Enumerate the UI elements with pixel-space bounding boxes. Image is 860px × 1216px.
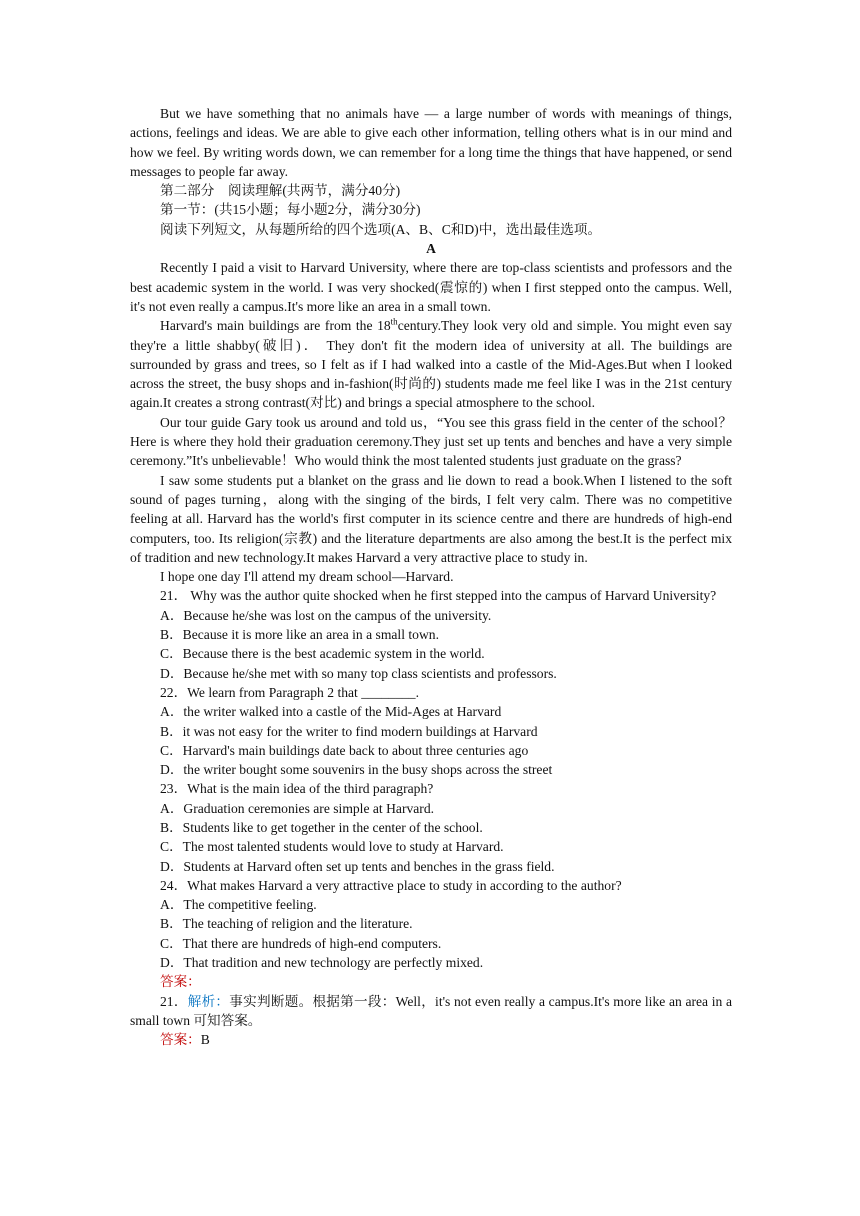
final-answer-value: B bbox=[200, 1032, 210, 1048]
analysis-text: 事实判断题。根据第一段：Well，it's not even really a campus.It's more like an area in a small town 可知答案。 bbox=[130, 993, 733, 1028]
final-answer-label: 答案： bbox=[160, 1032, 201, 1048]
question-stem: 22．We learn from Paragraph 2 that ________. bbox=[160, 684, 420, 700]
passage-paragraph-5: I hope one day I'll attend my dream school—Harvard. bbox=[160, 569, 454, 585]
superscript-th: th bbox=[390, 316, 398, 327]
document-page bbox=[130, 104, 732, 1050]
passage-paragraph-4: I saw some students put a blanket on the grass and lie down to read a book.When I listened to the soft sound of pages turning，along with the singing of the birds, I felt very calm. There was no competitive feeling at all. Harvard has the world's first computer in its science centre and there are hundreds of high-end computers, too. Its religion(宗教) and the literature departments are also among the best.It is the perfect mix of tradition and new technology.It makes Harvard a very attractive place to study in. bbox=[130, 472, 732, 565]
option-a: A．Graduation ceremonies are simple at Harvard. bbox=[160, 800, 435, 816]
option-d: D．Because he/she met with so many top class scientists and professors. bbox=[160, 665, 557, 681]
option-b: B．The teaching of religion and the literature. bbox=[160, 916, 413, 932]
subsection-heading: 第一节：(共15小题；每小题2分，满分30分) bbox=[160, 202, 421, 218]
option-a: A．Because he/she was lost on the campus of the university. bbox=[160, 607, 492, 623]
option-a: A．The competitive feeling. bbox=[160, 897, 317, 913]
option-d: D．the writer bought some souvenirs in the busy shops across the street bbox=[160, 762, 553, 778]
question-22 bbox=[130, 683, 732, 779]
option-c: C．Because there is the best academic system in the world. bbox=[160, 646, 485, 662]
question-24 bbox=[130, 876, 732, 972]
paragraph-2-start: Harvard's main buildings are from the 18 bbox=[160, 318, 391, 334]
option-c: C．The most talented students would love to study at Harvard. bbox=[160, 839, 504, 855]
section-heading: 第二部分 阅读理解(共两节，满分40分) bbox=[160, 183, 401, 199]
question-23 bbox=[130, 779, 732, 875]
question-stem: 23．What is the main idea of the third paragraph? bbox=[160, 781, 434, 797]
analysis-number: 21． bbox=[160, 993, 188, 1009]
option-b: B．Because it is more like an area in a small town. bbox=[160, 627, 439, 643]
analysis-label: 解析： bbox=[187, 993, 230, 1009]
final-answer bbox=[130, 1030, 732, 1049]
intro-paragraph: But we have something that no animals have — a large number of words with meanings of things, actions, feelings and ideas. We are able to give each other information, telling others what is in our mind and how we feel. By writing words down, we can remember for a long time the things that have happened, or send messages to people far away. bbox=[130, 106, 732, 179]
question-21 bbox=[130, 586, 732, 682]
passage-paragraph-1: Recently I paid a visit to Harvard University, where there are top-class scientists and professors and the best academic system in the world. I was very shocked(震惊的) when I first stepped onto the campus. Well, it's not even really a campus.It's more like an area in a small town. bbox=[130, 260, 732, 314]
option-c: C．Harvard's main buildings date back to about three centuries ago bbox=[160, 742, 529, 758]
passage-paragraph-3: Our tour guide Gary took us around and told us，“You see this grass field in the center of the school？Here is where they hold their graduation ceremony.They just set up tents and benches and have a very simple ceremony.”It's unbelievable！Who would think the most talented students just graduate on the grass? bbox=[130, 414, 732, 469]
option-b: B．Students like to get together in the center of the school. bbox=[160, 819, 483, 835]
passage-paragraph-2 bbox=[130, 316, 732, 412]
question-stem: 24．What makes Harvard a very attractive place to study in according to the author? bbox=[160, 877, 622, 893]
analysis-paragraph bbox=[130, 992, 732, 1031]
answer-label: 答案： bbox=[160, 974, 201, 990]
passage-label: A bbox=[426, 241, 436, 257]
option-d: D．Students at Harvard often set up tents and benches in the grass field. bbox=[160, 858, 555, 874]
instructions: 阅读下列短文，从每题所给的四个选项(A、B、C和D)中，选出最佳选项。 bbox=[160, 221, 602, 237]
question-stem: 21． Why was the author quite shocked when he first stepped into the campus of Harvard University? bbox=[160, 588, 717, 604]
paragraph-2-rest: century.They look very old and simple. You might even say they're a little shabby(破旧)． They don't fit the modern idea of university at all. The buildings are surrounded by grass and trees, so I felt as if I had walked into a castle of the Mid-Ages.But when I looked across the street, the busy shops and in-fashion(时尚的) students made me feel like I was in the 21st century again.It creates a strong contrast(对比) and brings a special atmosphere to the school. bbox=[130, 318, 732, 411]
option-b: B．it was not easy for the writer to find modern buildings at Harvard bbox=[160, 723, 538, 739]
option-a: A．the writer walked into a castle of the Mid-Ages at Harvard bbox=[160, 704, 502, 720]
option-d: D．That tradition and new technology are perfectly mixed. bbox=[160, 955, 484, 971]
option-c: C．That there are hundreds of high-end computers. bbox=[160, 935, 442, 951]
